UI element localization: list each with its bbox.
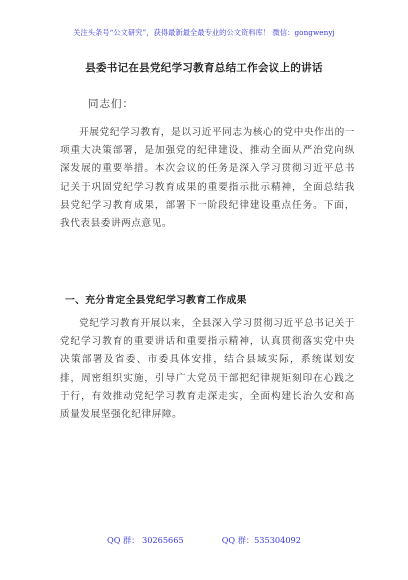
footer-contact (0, 535, 408, 546)
footer-qq-group-2: QQ 群：535304092 (221, 535, 301, 545)
footer-qq-group-1: QQ 群： 30265665 (107, 535, 184, 545)
paragraph-intro: 开展党纪学习教育，是以习近平同志为核心的党中央作出的一项重大决策部署，是加强党的纪律建设、推动全面从严治党向纵深发展的重要举措。本次会议的任务是深入学习贯彻习近平总书记关于巩固党纪学习教育成果的重要指示批示精神，全面总结我县党纪学习教育成果，部署下一阶段纪律建设重点任务。下面，我代表县委讲两点意见。 (60, 127, 355, 230)
section-heading-1: 一、充分肯定全县党纪学习教育工作成果 (65, 295, 247, 306)
document-title: 县委书记在县党纪学习教育总结工作会议上的讲话 (85, 62, 323, 74)
salutation: 同志们： (88, 98, 134, 110)
header-banner: 关注头条号“公文研究”，获得最新最全最专业的公文资料库！ 微信：gongwenyj (73, 28, 335, 37)
paragraph-section-1: 党纪学习教育开展以来，全县深入学习贯彻习近平总书记关于党纪学习教育的重要讲话和重要指示精神，认真贯彻落实党中央决策部署及省委、市委具体安排，结合县域实际，系统谋划安排，周密组织实施，引导广大党员干部把纪律规矩刻印在心践之于行，有效推动党纪学习教育走深走实，全面构建长治久安和高质量发展坚强化纪律屏障。 (60, 318, 355, 421)
